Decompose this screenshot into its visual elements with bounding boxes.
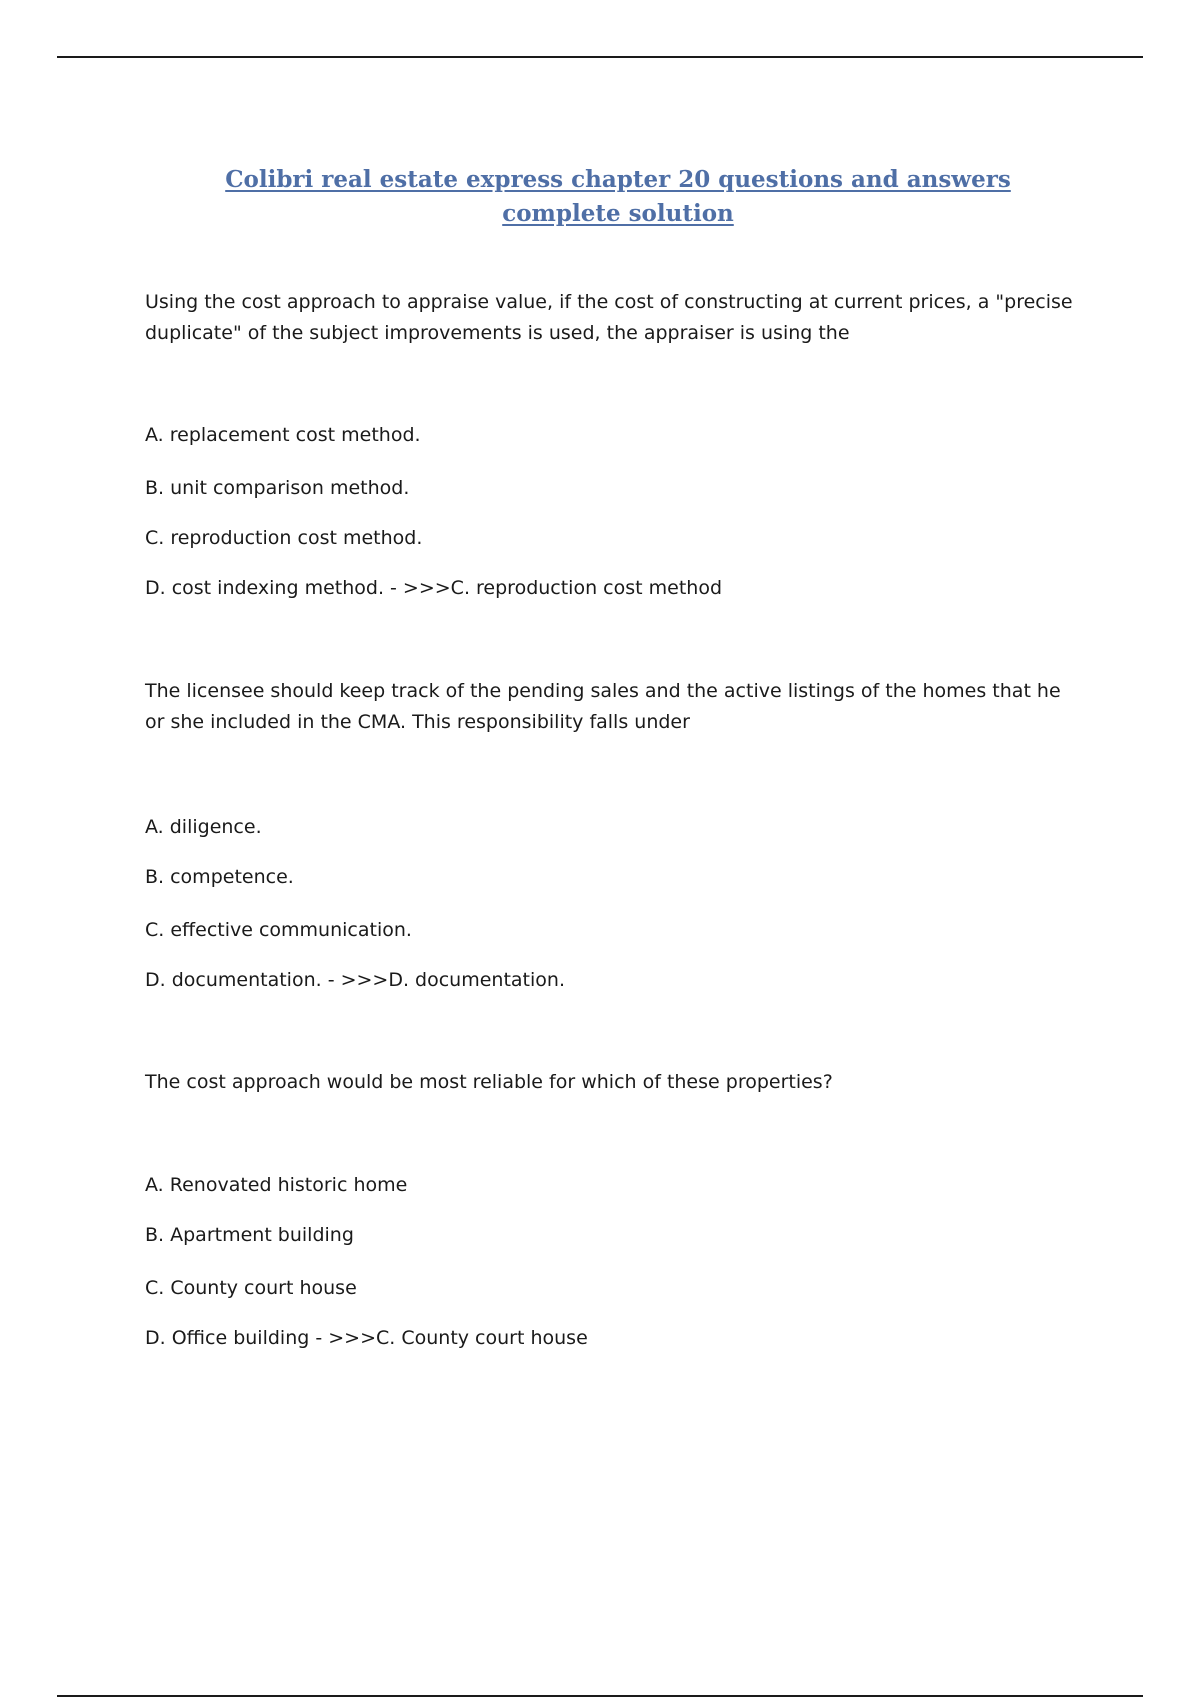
question-1-option-a: A. replacement cost method. bbox=[145, 424, 421, 446]
question-1-option-d-answer: D. cost indexing method. - >>>C. reproduction cost method bbox=[145, 577, 723, 599]
question-2-option-b: B. competence. bbox=[145, 866, 294, 888]
question-3-option-b: B. Apartment building bbox=[145, 1224, 354, 1246]
bottom-rule bbox=[57, 1695, 1143, 1697]
question-3-option-c: C. County court house bbox=[145, 1277, 357, 1299]
question-1-text: Using the cost approach to appraise value, if the cost of constructing at current prices, a "precise duplicate" of the subject improvements is used, the appraiser is using the bbox=[145, 291, 1073, 344]
question-3-text: The cost approach would be most reliable for which of these properties? bbox=[145, 1071, 833, 1093]
page-title: Colibri real estate express chapter 20 questions and answers complete solution bbox=[225, 166, 1011, 227]
question-2-option-d-answer: D. documentation. - >>>D. documentation. bbox=[145, 969, 565, 991]
question-2-option-a: A. diligence. bbox=[145, 816, 262, 838]
question-1-option-c: C. reproduction cost method. bbox=[145, 527, 423, 549]
question-2-option-c: C. effective communication. bbox=[145, 919, 412, 941]
question-1-option-b: B. unit comparison method. bbox=[145, 477, 410, 499]
question-2-text: The licensee should keep track of the pending sales and the active listings of the homes that he or she included in the CMA. This responsibility falls under bbox=[145, 680, 1061, 733]
question-3-option-a: A. Renovated historic home bbox=[145, 1174, 408, 1196]
top-rule bbox=[57, 56, 1143, 58]
question-3-option-d-answer: D. Office building - >>>C. County court house bbox=[145, 1327, 588, 1349]
